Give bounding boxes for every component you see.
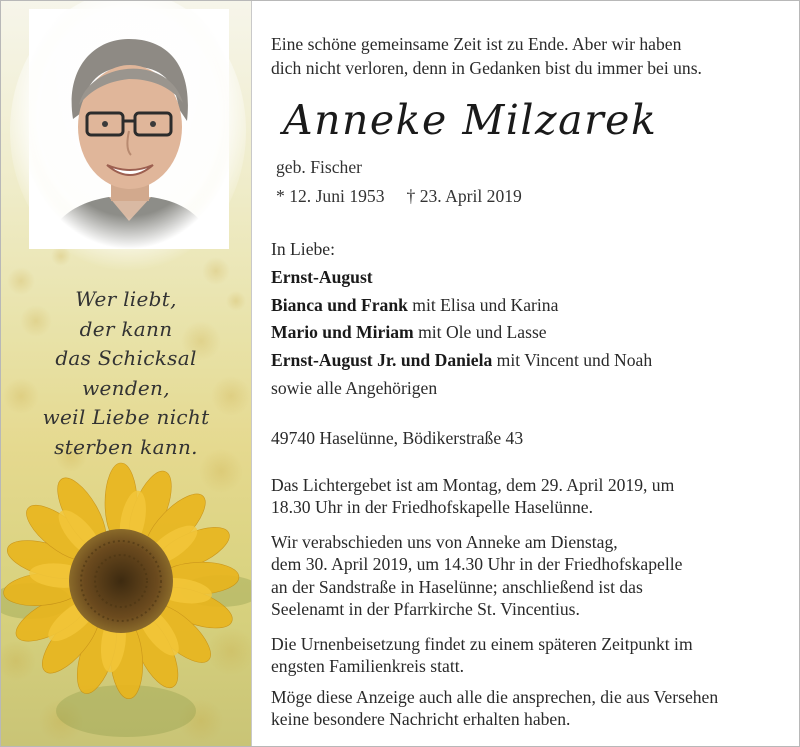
mourner-row: Mario und Miriam mit Ole und Lasse [271,322,547,343]
notice-urn-burial: Die Urnenbeisetzung findet zu einem späteren Zeitpunkt im engsten Familienkreis statt. [271,634,693,677]
quote-line: sterben kann. [54,434,198,459]
portrait-photo [29,9,229,249]
sunflower-icon [2,463,240,700]
mourners-closing: sowie alle Angehörigen [271,377,438,398]
mourner-names: Ernst-August [271,266,373,287]
quote-line: wenden, [82,375,170,400]
mourner-row: Bianca und Frank mit Elisa und Karina [271,294,559,315]
mourner-names: Mario und Miriam [271,322,414,343]
notice-apology: Möge diese Anzeige auch alle die ansprechen, die aus Versehen keine besondere Nachricht erhalten haben. [271,687,719,730]
mourner-names: Ernst-August Jr. und Daniela [271,350,493,371]
quote-line: der kann [79,316,173,341]
motto-block [271,33,791,80]
mourners-intro: In Liebe: [271,239,335,259]
notice-lichtergebet: Das Lichtergebet ist am Montag, dem 29. April 2019, um 18.30 Uhr in der Friedhofskapelle Haselünne. [271,475,675,518]
quote-block [1,285,251,462]
quote-line: weil Liebe nicht [42,405,210,429]
birth-name: geb. Fischer [276,157,362,177]
deceased-name: Anneke Milzarek [283,96,658,144]
mourner-row: Ernst-August Jr. und Daniela mit Vincent und Noah [271,350,653,371]
left-panel [1,1,251,746]
quote-line: das Schicksal [55,346,197,370]
address: 49740 Haselünne, Bödikerstraße 43 [271,428,524,448]
mourner-row [271,264,652,292]
mourners-list [271,236,652,403]
motto-line: Eine schöne gemeinsame Zeit ist zu Ende. Aber wir haben [271,34,682,54]
panel-divider [251,1,252,746]
birth-date: * 12. Juni 1953 [276,186,385,206]
quote-line: Wer liebt, [75,287,177,311]
motto-line: dich nicht verloren, denn in Gedanken bist du immer bei uns. [271,57,702,78]
death-date: † 23. April 2019 [406,186,522,206]
mourner-names: Bianca und Frank [271,294,408,315]
life-dates [276,186,522,207]
notice-farewell: Wir verabschieden uns von Anneke am Dienstag, dem 30. April 2019, um 14.30 Uhr in der Friedhofskapelle an der Sandstraße in Haselünne; anschließend ist das Seelenamt in der Pfarrkirche St. Vincentius. [271,532,683,620]
